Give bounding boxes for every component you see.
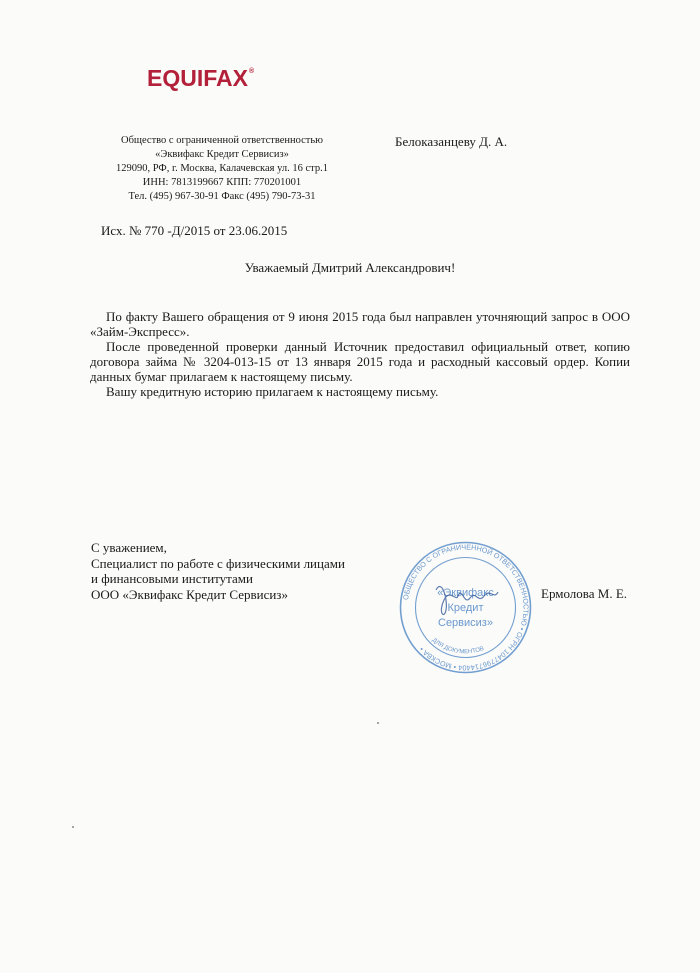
closing-line: и финансовыми институтами [91,571,253,586]
salutation: Уважаемый Дмитрий Александрович! [244,260,456,275]
body-paragraph: Вашу кредитную историю прилагаем к настоящему письму. [106,384,439,399]
sender-line: «Эквифакс Кредит Сервисиз» [155,149,289,160]
stamp-inner-line: Кредит [447,602,484,614]
paper-speck [377,722,379,724]
stamp-inner-line: «Эквифакс [437,587,494,599]
closing-line: ООО «Эквифакс Кредит Сервисиз» [91,586,288,602]
company-stamp [398,540,533,675]
stamp-inner-line: Сервисиз» [438,617,493,629]
recipient-name: Белоказанцеву Д. А. [395,134,508,149]
paper-speck [72,826,74,828]
sender-line: Тел. (495) 967-30-91 Факс (495) 790-73-31 [128,191,316,202]
sender-line: Общество с ограниченной ответственностью [120,135,324,146]
body-paragraph: После проведенной проверки данный Источник предоставил официальный ответ, копию договора займа № 3204-013-15 от 13 января 2015 года и расходный кассовый ордер. Копии данных бумаг прилагаем к настоящему письму. [90,339,630,384]
closing-line: С уважением, [91,540,167,555]
body-paragraph: По факту Вашего обращения от 9 июня 2015 года был направлен уточняющий запрос в ООО «Займ-Экспресс». [90,309,630,339]
equifax-logo [147,67,254,90]
letter-body [90,309,630,399]
signer-name: Ермолова М. Е. [541,586,628,601]
stamp-bottom-text: ДЛЯ ДОКУМЕНТОВ [430,637,485,656]
sender-line: ИНН: 7813199667 КПП: 770201001 [142,177,302,188]
stamp-outer-text: ОБЩЕСТВО С ОГРАНИЧЕННОЙ ОТВЕТСТВЕННОСТЬЮ • ОГРН 1047796714404 • МОСКВА • [400,542,531,673]
sender-address-block [92,134,352,204]
logo-text: EQUIFAX [147,65,248,91]
closing-block [91,540,345,602]
registered-mark: ® [248,68,255,75]
outgoing-reference: Исх. № 770 -Д/2015 от 23.06.2015 [101,223,288,238]
closing-line: Специалист по работе с физическими лицами [91,555,345,571]
sender-line: 129090, РФ, г. Москва, Калачевская ул. 16 стр.1 [116,163,328,174]
